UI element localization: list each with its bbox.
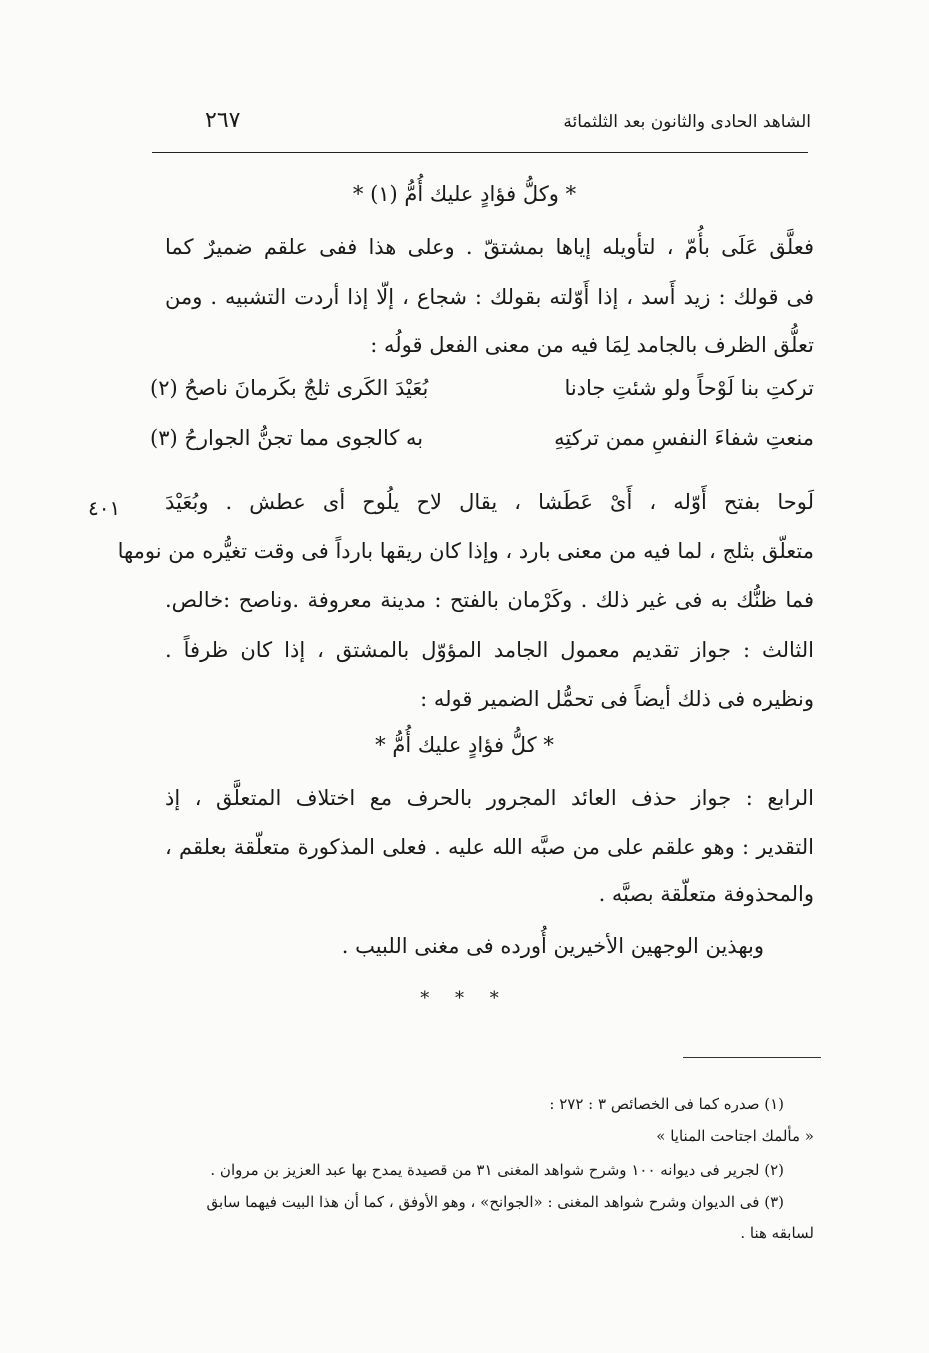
paragraph-5: وبهذين الوجهين الأخيرين أُورده فى مغنى اللبيب . [341,934,764,958]
footnote-1-line-1: (١) صدره كما فى الخصائص ٣ : ٢٧٢ : [549,1095,784,1113]
paragraph-4-line-1: الرابع : جواز حذف العائد المجرور بالحرف مع اختلاف المتعلَّق ، إذ [165,786,814,810]
footnote-2: (٢) لجرير فى ديوانه ١٠٠ وشرح شواهد المغنى ٣١ من قصيدة يمدح بها عبد العزيز بن مروان . [210,1161,784,1179]
paragraph-2-line-3: فما ظنُّك به فى غير ذلك . وكَرْمان بالفتح : مدينة معروفة .وناصح :خالص. [165,588,814,612]
running-header-title: الشاهد الحادى والثانون بعد الثلثمائة [563,112,811,132]
paragraph-1-line-2: فى قولك : زيد أَسد ، إذا أَوّلته بقولك : شجاع ، إلّا إذا أردت التشبيه . ومن [165,285,814,309]
section-separator-stars: * * * [420,988,509,1009]
header-rule [152,152,808,153]
paragraph-1-line-3: تعلُّق الظرف بالجامد لِمَا فيه من معنى الفعل قولُه : [370,333,814,357]
verse-2-first-hemistich: منعتِ شفاءَ النفسِ ممن تركتِهِ [554,426,814,450]
verse-1-second-hemistich: بُعَيْدَ الكَرى ثلجٌ بكَرمانَ ناصحُ (٢) [150,376,429,400]
footnote-rule [683,1057,821,1058]
page-number: ٢٦٧ [205,108,241,133]
verse-1-first-hemistich: تركتِ بنا لَوْحاً ولو شئتِ جادنا [564,376,814,400]
verse-2-second-hemistich: به كالجوى مما تجنُّ الجوارحُ (٣) [150,426,424,450]
hemistich-mid: * كلُّ فؤادٍ عليك أُمُّ * [375,733,554,757]
paragraph-3-line-2: ونظيره فى ذلك أيضاً فى تحمُّل الضمير قوله : [420,687,814,711]
hemistich-top: * وكلُّ فؤادٍ عليك أُمُّ (١) * [352,182,577,206]
paragraph-4-line-3: والمحذوفة متعلّقة بصبَّه . [598,882,814,906]
footnote-3-line-1: (٣) فى الديوان وشرح شواهد المغنى : «الجوانح» ، وهو الأوفق ، كما أن هذا البيت فيهما سابق [206,1193,784,1211]
paragraph-3-line-1: الثالث : جواز تقديم معمول الجامد المؤوّل بالمشتق ، إذا كان ظرفاً . [165,638,814,662]
paragraph-2-line-1: لَوحا بفتح أَوّله ، أَىْ عَطَشا ، يقال لاح يلُوح أى عطش . وبُعَيْدَ [165,490,814,514]
paragraph-2-line-2: متعلّق بثلج ، لما فيه من معنى بارد ، وإذا كان ريقها بارداً فى وقت تغيُّره من نومها [117,539,814,563]
verse-1 [150,376,814,406]
footnote-3-line-2: لسابقه هنا . [740,1224,814,1242]
paragraph-1-line-1: فعلَّق عَلَى بأُمّ ، لتأويله إياها بمشتقّ . وعلى هذا ففى علقم ضميرٌ كما [165,235,814,259]
margin-number: ٤٠١ [88,496,121,520]
paragraph-4-line-2: التقدير : وهو علقم على من صبَّه الله عليه . فعلى المذكورة متعلّقة بعلقم ، [165,835,814,859]
verse-2 [150,426,814,456]
footnote-1-line-2: « مألمك اجتاحت المنايا » [656,1127,814,1145]
